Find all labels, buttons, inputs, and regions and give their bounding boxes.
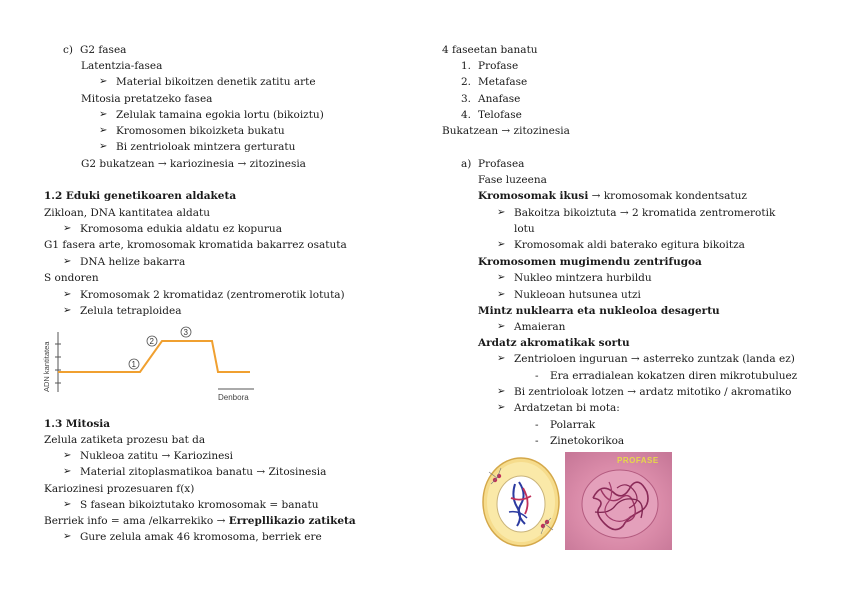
ardatz-item-3: Ardatzetan bi mota: — [514, 402, 620, 414]
phase-num-3: 3. — [461, 93, 472, 105]
s13-line-1: Zelula zatiketa prozesu bat da — [44, 434, 206, 446]
g2-end: G2 bukatzean → kariozinesia → zitozinesia — [81, 158, 306, 170]
phase-num-1: 1. — [461, 60, 472, 72]
bullet-arrow-icon: ➢ — [99, 125, 108, 136]
phase-name-2: Metafase — [478, 76, 528, 88]
mitosia-item-2: Kromosomen bikoizketa bukatu — [116, 125, 285, 137]
krom-item-1: Bakoitza bikoiztuta → 2 kromatida zentromerotik — [514, 207, 776, 219]
krom-item-1-cont: lotu — [514, 223, 535, 235]
section-1-2-title: 1.2 Eduki genetikoaren aldaketa — [44, 190, 237, 202]
bukatzean-line: Bukatzean → zitozinesia — [442, 125, 570, 137]
s12-line-2-item: DNA helize bakarra — [80, 256, 186, 268]
ardatz-heading: Ardatz akromatikak sortu — [478, 337, 630, 349]
phase-name-3: Anafase — [478, 93, 521, 105]
zentrifugoa-heading: Kromosomen mugimendu zentrifugoa — [478, 256, 702, 268]
bullet-arrow-icon: ➢ — [497, 353, 506, 364]
bullet-arrow-icon: ➢ — [497, 321, 506, 332]
mitosia-prest-heading: Mitosia pretatzeko fasea — [81, 93, 213, 105]
profasea-title: Profasea — [478, 158, 525, 170]
s13-line-3-item: Gure zelula amak 46 kromosoma, berriek ere — [80, 531, 322, 543]
kromosomak-ikusi-line — [478, 189, 747, 203]
phase-marker-3-label: 3 — [183, 328, 188, 337]
latentzia-heading: Latentzia-fasea — [81, 60, 163, 72]
bullet-arrow-icon: ➢ — [63, 289, 72, 300]
mitosia-item-1: Zelulak tamaina egokia lortu (bikoiztu) — [116, 109, 324, 121]
phase-marker-2-label: 2 — [149, 337, 154, 346]
s13-line-3-normal: Berriek info = ama /elkarrekiko → — [44, 515, 229, 527]
phase-name-4: Telofase — [478, 109, 522, 121]
s12-line-3-item-2: Zelula tetraploidea — [80, 305, 182, 317]
bullet-arrow-icon: ➢ — [63, 499, 72, 510]
dash-bullet: - — [535, 419, 539, 431]
s13-line-3 — [44, 514, 356, 528]
ardatz-type-1: Polarrak — [550, 419, 596, 431]
s13-line-1-item-1: Nukleoa zatitu → Kariozinesi — [80, 450, 234, 462]
bullet-arrow-icon: ➢ — [63, 450, 72, 461]
bullet-arrow-icon: ➢ — [63, 223, 72, 234]
micrograph-image — [565, 452, 672, 550]
bullet-arrow-icon: ➢ — [99, 141, 108, 152]
phase-num-2: 2. — [461, 76, 472, 88]
bullet-arrow-icon: ➢ — [497, 386, 506, 397]
g2-title: G2 fasea — [80, 44, 127, 56]
s13-line-2-item: S fasean bikoiztutako kromosomak = banatu — [80, 499, 319, 511]
s12-line-1-item: Kromosoma edukia aldatu ez kopurua — [80, 223, 282, 235]
phase-marker-1-label: 1 — [131, 360, 136, 369]
dna-quantity-chart — [42, 324, 258, 404]
bullet-arrow-icon: ➢ — [63, 256, 72, 267]
s13-line-1-item-2: Material zitoplasmatikoa banatu → Zitosinesia — [80, 466, 327, 478]
zentri-item-2: Nukleoan hutsunea utzi — [514, 289, 641, 301]
latentzia-item: Material bikoitzen denetik zatitu arte — [116, 76, 316, 88]
s12-line-2: G1 fasera arte, kromosomak kromatida bakarrez osatuta — [44, 239, 347, 251]
kromosomak-ikusi-rest: → kromosomak kondentsatuz — [588, 190, 747, 202]
bullet-arrow-icon: ➢ — [497, 207, 506, 218]
ardatz-item-2: Bi zentrioloak lotzen → ardatz mitotiko / akromatiko — [514, 386, 792, 398]
bullet-arrow-icon: ➢ — [63, 466, 72, 477]
g2-marker: c) — [63, 44, 73, 56]
bullet-arrow-icon: ➢ — [497, 402, 506, 413]
ardatz-type-2: Zinetokorikoa — [550, 435, 625, 447]
s13-line-2: Kariozinesi prozesuaren f(x) — [44, 483, 195, 495]
krom-item-2: Kromosomak aldi baterako egitura bikoitza — [514, 239, 745, 251]
dash-bullet: - — [535, 370, 539, 382]
mintz-heading: Mintz nuklearra eta nukleoloa desagertu — [478, 305, 720, 317]
bullet-arrow-icon: ➢ — [99, 76, 108, 87]
mitosia-item-3: Bi zentrioloak mintzera gerturatu — [116, 141, 296, 153]
prophase-cell-illustration — [481, 452, 561, 548]
bullet-arrow-icon: ➢ — [497, 289, 506, 300]
bullet-arrow-icon: ➢ — [99, 109, 108, 120]
phases-intro: 4 faseetan banatu — [442, 44, 538, 56]
kromosomak-ikusi-bold: Kromosomak ikusi — [478, 190, 589, 202]
prophase-micrograph — [565, 452, 672, 550]
a-marker: a) — [461, 158, 472, 170]
ardatz-sub-1: Era erradialean kokatzen diren mikrotubuluez — [550, 370, 798, 382]
fase-luzeena: Fase luzeena — [478, 174, 547, 186]
section-1-3-title: 1.3 Mitosia — [44, 418, 111, 430]
dash-bullet: - — [535, 435, 539, 447]
bullet-arrow-icon: ➢ — [63, 531, 72, 542]
zentri-item-1: Nukleo mintzera hurbildu — [514, 272, 652, 284]
photo-label: PROFASE — [617, 456, 659, 465]
s12-line-1: Zikloan, DNA kantitatea aldatu — [44, 207, 210, 219]
phase-num-4: 4. — [461, 109, 472, 121]
chart-x-label: Denbora — [218, 393, 249, 402]
bullet-arrow-icon: ➢ — [497, 272, 506, 283]
bullet-arrow-icon: ➢ — [63, 305, 72, 316]
mintz-item: Amaieran — [514, 321, 566, 333]
s12-line-3-item-1: Kromosomak 2 kromatidaz (zentromerotik lotuta) — [80, 289, 345, 301]
phase-name-1: Profase — [478, 60, 519, 72]
bullet-arrow-icon: ➢ — [497, 239, 506, 250]
ardatz-item-1: Zentrioloen inguruan → asterreko zuntzak (landa ez) — [514, 353, 795, 365]
chart-y-label: ADN kantitatea — [42, 341, 51, 392]
s13-line-3-bold: Errepllikazio zatiketa — [228, 515, 356, 527]
s12-line-3: S ondoren — [44, 272, 99, 284]
